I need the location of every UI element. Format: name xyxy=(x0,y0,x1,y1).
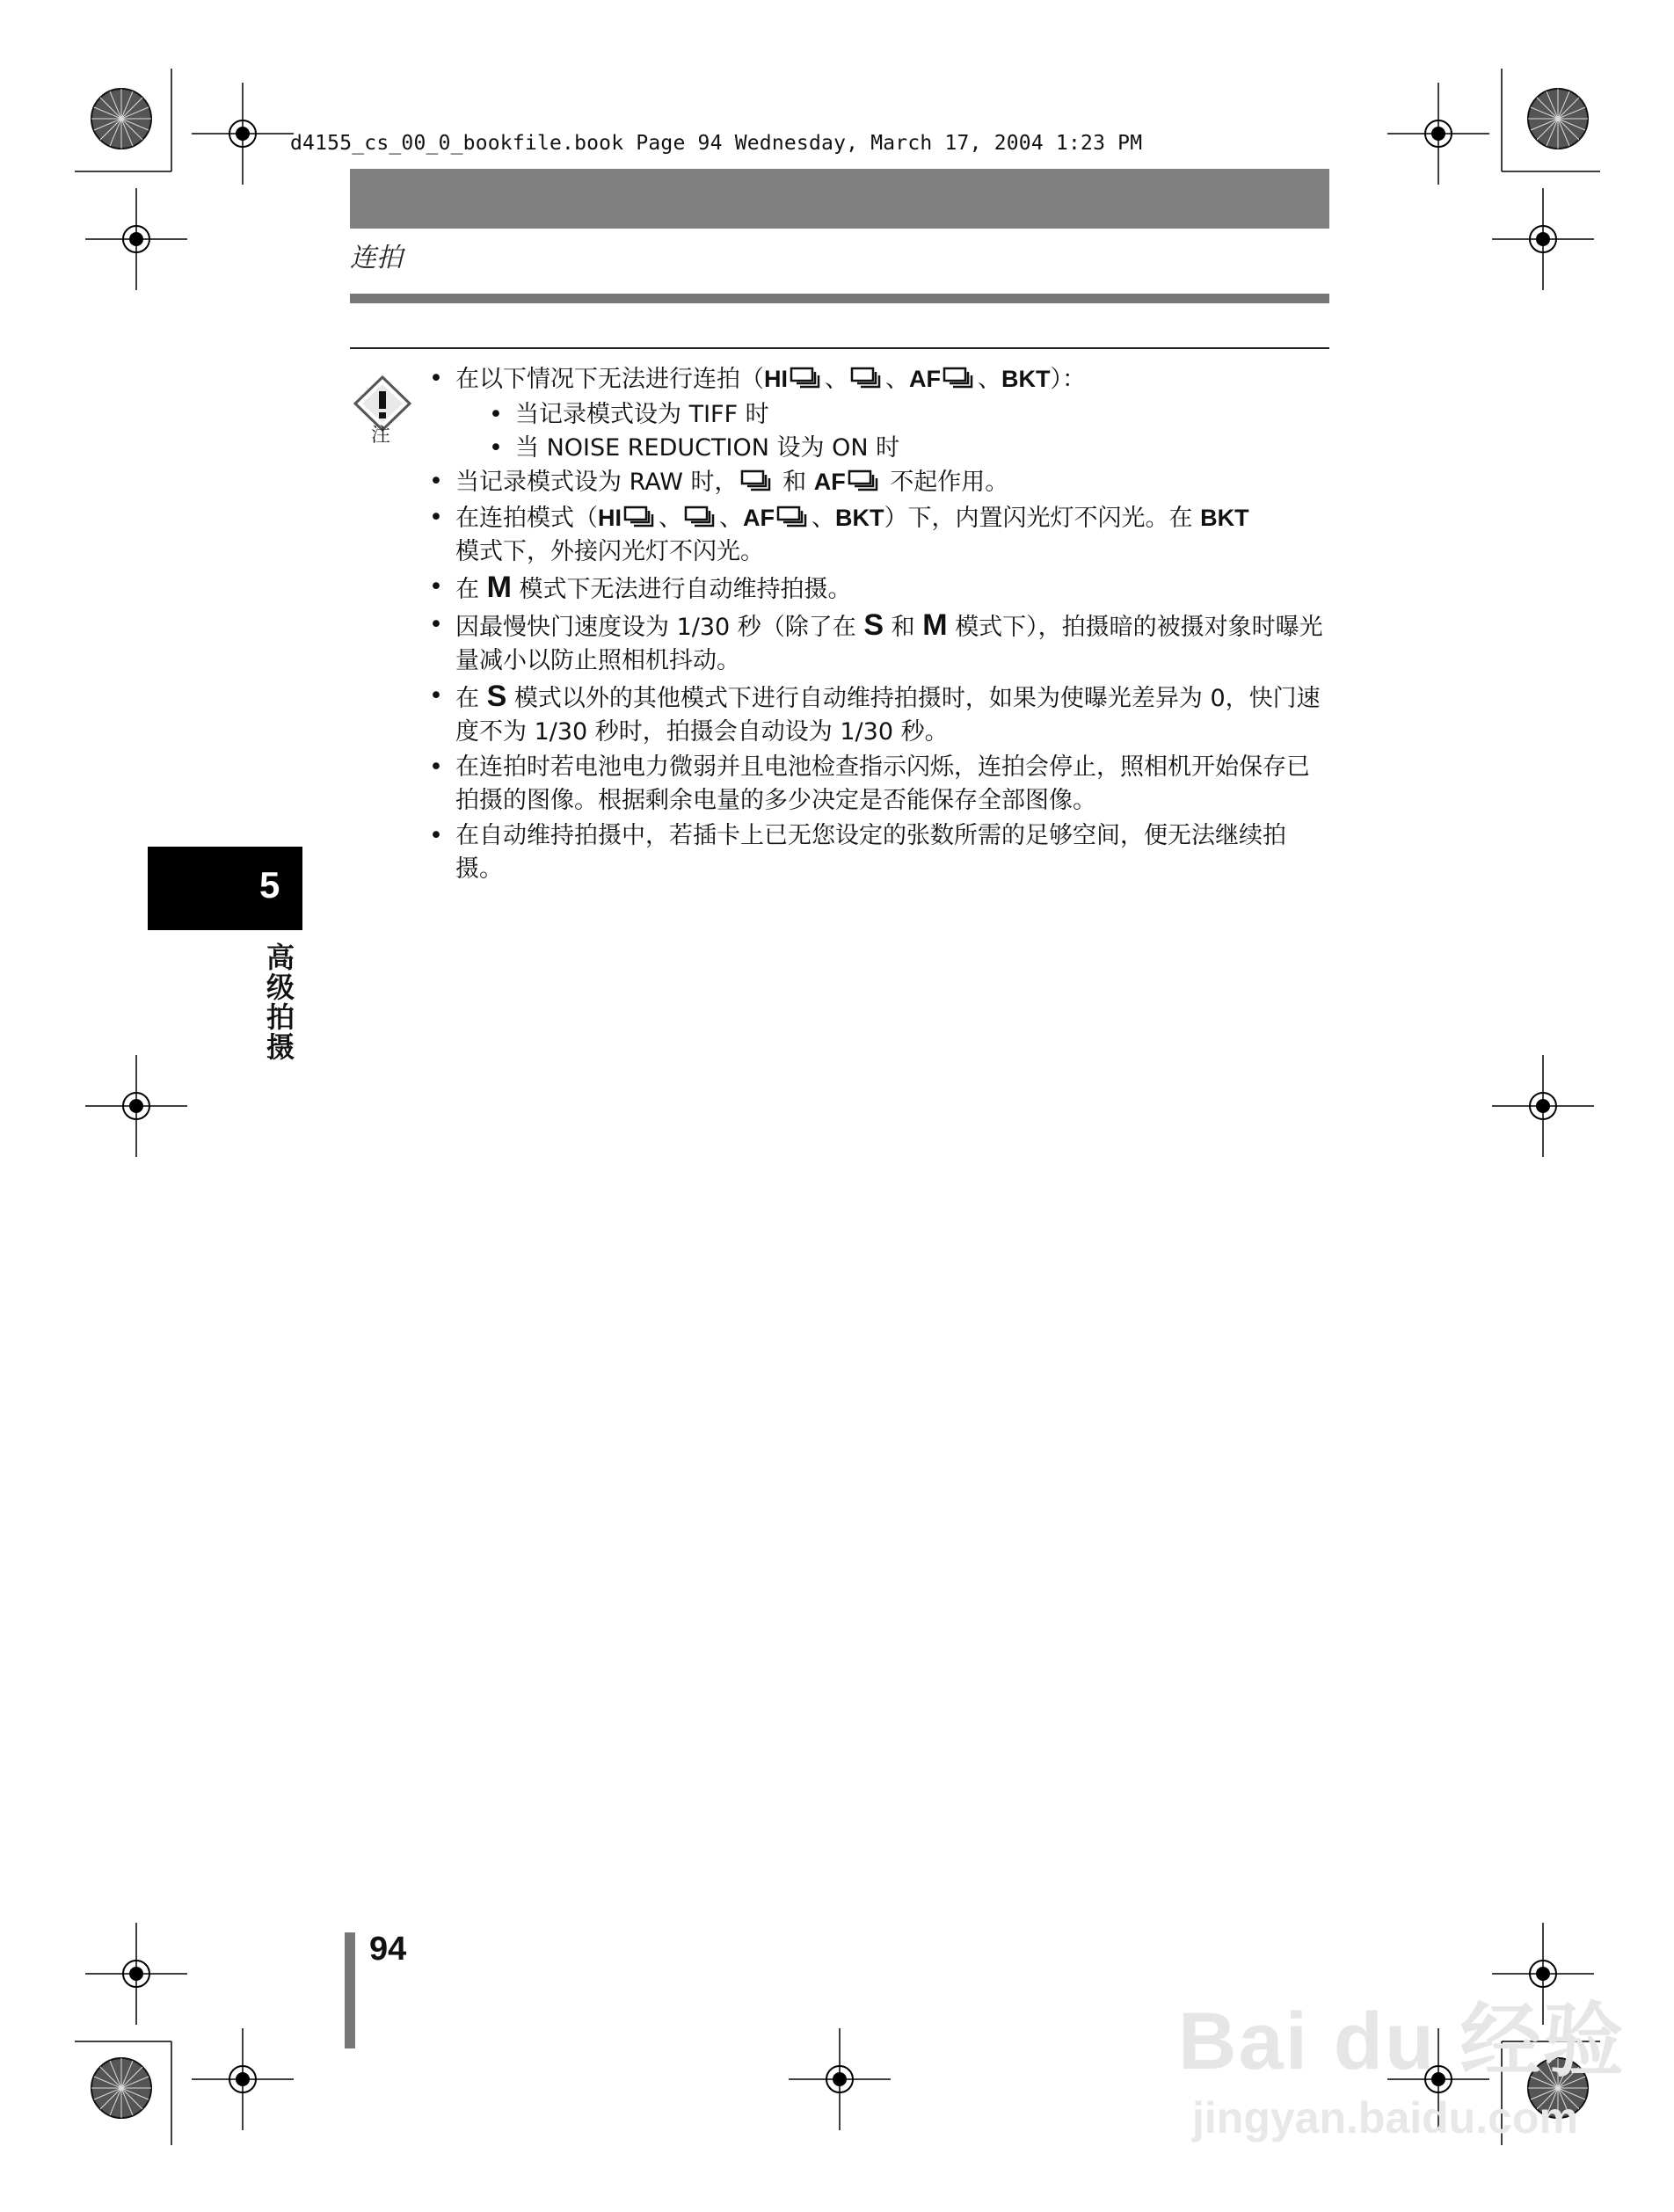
m-mode-label: M xyxy=(922,608,948,642)
bullet: • xyxy=(429,468,443,495)
list-item xyxy=(429,465,1331,499)
note-text: 因最慢快门速度设为 1/30 秒（除了在 xyxy=(455,614,856,641)
note-text: 模式下，外接闪光灯不闪光。 xyxy=(455,538,764,565)
bullet: • xyxy=(489,401,503,428)
note-text: ）下，内置闪光灯不闪光。在 xyxy=(884,505,1193,532)
bullet: • xyxy=(429,753,443,781)
note-text: 和 xyxy=(891,614,915,641)
note-text: 当 NOISE REDUCTION 设为 ON 时 xyxy=(515,434,900,462)
af-mode-label: AF xyxy=(909,366,941,392)
list-item xyxy=(429,819,1331,886)
sequential-shooting-icon xyxy=(623,506,657,528)
hi-mode-label: HI xyxy=(764,366,788,392)
sequential-shooting-icon xyxy=(850,367,884,389)
bkt-mode-label: BKT xyxy=(1200,505,1249,531)
sub-list-item xyxy=(429,398,1331,432)
list-item xyxy=(429,571,1331,607)
note-text: 当记录模式设为 RAW 时， xyxy=(455,469,739,496)
m-mode-label: M xyxy=(486,571,512,604)
chapter-label: 高级拍摄 xyxy=(262,942,295,1062)
page-number: 94 xyxy=(369,1931,407,1968)
watermark-url: jingyan.baidu.com xyxy=(1192,2093,1578,2143)
list-item xyxy=(429,501,1331,569)
sequential-shooting-icon xyxy=(848,469,881,492)
sequential-shooting-icon xyxy=(684,506,717,528)
s-mode-label: S xyxy=(863,608,884,642)
note-text: 在自动维持拍摄中，若插卡上已无您设定的张数所需的足够空间，便无法继续拍摄。 xyxy=(455,822,1286,883)
notes-list xyxy=(429,362,1331,888)
note-label: 注 xyxy=(371,425,391,447)
bullet: • xyxy=(429,365,443,392)
note-text: 和 xyxy=(782,469,807,496)
note-text: ）： xyxy=(1050,366,1086,393)
bkt-mode-label: BKT xyxy=(835,505,884,531)
af-mode-label: AF xyxy=(813,469,846,495)
note-text: 不起作用。 xyxy=(890,469,1009,496)
bkt-mode-label: BKT xyxy=(1001,366,1051,392)
separator: 、 xyxy=(659,505,682,532)
list-item xyxy=(429,751,1331,818)
note-text: 当记录模式设为 TIFF 时 xyxy=(515,401,769,428)
note-text: 模式下），拍摄暗的被摄对象时曝光量减小以防止照相机抖动。 xyxy=(455,614,1323,674)
bullet: • xyxy=(429,822,443,849)
list-item xyxy=(429,680,1331,749)
separator: 、 xyxy=(825,366,848,393)
sequential-shooting-icon xyxy=(790,367,823,389)
list-item xyxy=(429,362,1331,397)
note-text: 在连拍模式（ xyxy=(455,505,598,532)
note-text: 在 xyxy=(455,685,479,712)
separator: 、 xyxy=(812,505,835,532)
note-text: 模式以外的其他模式下进行自动维持拍摄时，如果为使曝光差异为 0，快门速度不为 1/30 秒时，拍摄会自动设为 1/30 秒。 xyxy=(455,685,1321,746)
watermark-logo: Bai du 经验 xyxy=(1178,1997,1626,2086)
note-text: 在 xyxy=(455,576,479,603)
separator: 、 xyxy=(885,366,909,393)
section-title: 连拍 xyxy=(350,243,403,273)
notes-top-rule xyxy=(350,347,1329,349)
sub-list-item xyxy=(429,432,1331,465)
section-header-bar xyxy=(350,169,1329,229)
hi-mode-label: HI xyxy=(598,505,622,531)
bullet: • xyxy=(429,611,443,638)
note-text: 在以下情况下无法进行连拍（ xyxy=(455,366,764,393)
bullet: • xyxy=(489,434,503,462)
separator: 、 xyxy=(719,505,743,532)
bullet: • xyxy=(429,682,443,709)
chapter-number: 5 xyxy=(259,864,280,906)
separator: 、 xyxy=(978,366,1001,393)
note-text: 模式下无法进行自动维持拍摄。 xyxy=(519,576,852,603)
sequential-shooting-icon xyxy=(776,506,810,528)
note-text: 在连拍时若电池电力微弱并且电池检查指示闪烁，连拍会停止，照相机开始保存已拍摄的图像。根据剩余电量的多少决定是否能保存全部图像。 xyxy=(455,753,1310,814)
bullet: • xyxy=(429,573,443,600)
s-mode-label: S xyxy=(486,680,507,713)
af-mode-label: AF xyxy=(743,505,775,531)
page-number-bar xyxy=(345,1932,355,2048)
list-item xyxy=(429,608,1331,678)
section-divider-bar xyxy=(350,294,1329,303)
sequential-shooting-icon xyxy=(943,367,976,389)
sequential-shooting-icon xyxy=(740,469,774,492)
book-header: d4155_cs_00_0_bookfile.book Page 94 Wednesday, March 17, 2004 1:23 PM xyxy=(290,132,1143,155)
bullet: • xyxy=(429,504,443,531)
